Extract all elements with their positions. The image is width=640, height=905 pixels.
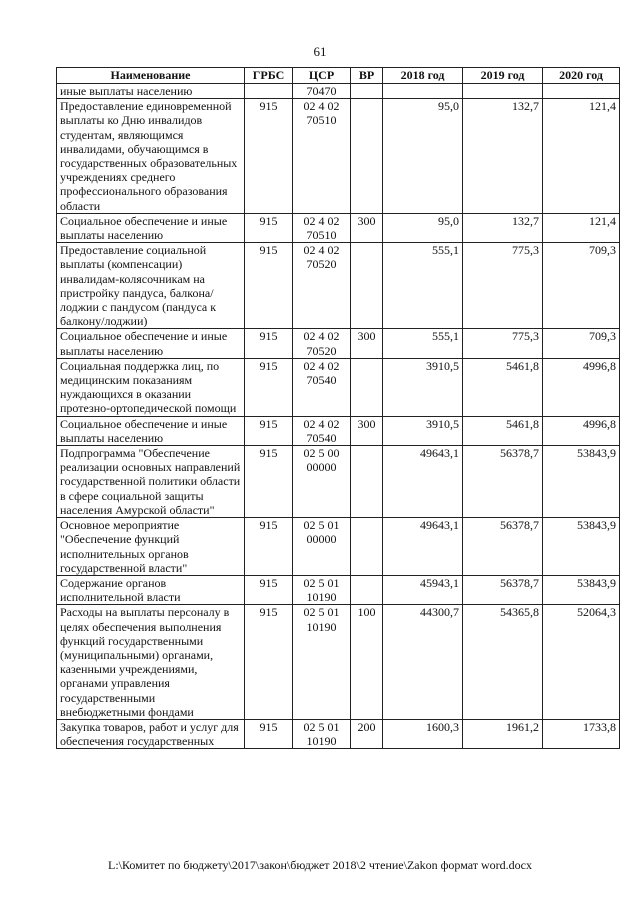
cell-2018: 555,1 bbox=[383, 329, 463, 358]
cell-2020: 121,4 bbox=[543, 99, 620, 214]
cell-name: Подпрограмма "Обеспечение реализации основных направлений государственной политики области в сфере социальной защиты населения Амурской области" bbox=[57, 446, 245, 518]
cell-2018: 95,0 bbox=[383, 99, 463, 214]
cell-name: Содержание органов исполнительной власти bbox=[57, 575, 245, 604]
cell-2018: 555,1 bbox=[383, 243, 463, 329]
cell-name: Предоставление социальной выплаты (компенсации) инвалидам-колясочникам на пристройку пандуса, балкона/лоджии с пандусом (пандуса к балкону/лоджии) bbox=[57, 243, 245, 329]
cell-vr: 100 bbox=[351, 605, 383, 720]
cell-grbs: 915 bbox=[245, 329, 293, 358]
cell-name: иные выплаты населению bbox=[57, 84, 245, 99]
table-row bbox=[57, 213, 620, 242]
cell-csr: 02 5 01 00000 bbox=[293, 518, 351, 576]
cell-name: Социальное обеспечение и иные выплаты населению bbox=[57, 213, 245, 242]
cell-2018 bbox=[383, 84, 463, 99]
table-row bbox=[57, 446, 620, 518]
table-row bbox=[57, 99, 620, 214]
header-2018: 2018 год bbox=[383, 68, 463, 84]
cell-vr: 300 bbox=[351, 213, 383, 242]
budget-table bbox=[56, 67, 620, 749]
header-grbs: ГРБС bbox=[245, 68, 293, 84]
cell-csr: 02 4 02 70540 bbox=[293, 416, 351, 445]
cell-2019: 132,7 bbox=[463, 99, 543, 214]
header-2020: 2020 год bbox=[543, 68, 620, 84]
header-vr: ВР bbox=[351, 68, 383, 84]
cell-csr: 70470 bbox=[293, 84, 351, 99]
cell-2020: 709,3 bbox=[543, 243, 620, 329]
cell-csr: 02 4 02 70540 bbox=[293, 358, 351, 416]
cell-2020: 709,3 bbox=[543, 329, 620, 358]
cell-grbs: 915 bbox=[245, 213, 293, 242]
cell-name: Социальное обеспечение и иные выплаты населению bbox=[57, 416, 245, 445]
cell-2020: 121,4 bbox=[543, 213, 620, 242]
cell-grbs: 915 bbox=[245, 358, 293, 416]
cell-grbs bbox=[245, 84, 293, 99]
cell-2019: 56378,7 bbox=[463, 518, 543, 576]
footer-file-path: L:\Комитет по бюджету\2017\закон\бюджет 2018\2 чтение\Zakon формат word.docx bbox=[108, 858, 532, 872]
cell-grbs: 915 bbox=[245, 99, 293, 214]
table-row bbox=[57, 243, 620, 329]
cell-grbs: 915 bbox=[245, 416, 293, 445]
cell-name: Расходы на выплаты персоналу в целях обеспечения выполнения функций государственными (муниципальными) органами, казенными учреждениями, органами управления государственными внебюджетными фондами bbox=[57, 605, 245, 720]
table-row bbox=[57, 84, 620, 99]
cell-csr: 02 4 02 70520 bbox=[293, 243, 351, 329]
cell-name: Основное мероприятие "Обеспечение функций исполнительных органов государственной власти" bbox=[57, 518, 245, 576]
cell-name: Социальное обеспечение и иные выплаты населению bbox=[57, 329, 245, 358]
cell-2019: 54365,8 bbox=[463, 605, 543, 720]
cell-csr: 02 4 02 70520 bbox=[293, 329, 351, 358]
cell-csr: 02 5 01 10190 bbox=[293, 719, 351, 748]
cell-2019: 775,3 bbox=[463, 329, 543, 358]
header-csr: ЦСР bbox=[293, 68, 351, 84]
cell-csr: 02 5 00 00000 bbox=[293, 446, 351, 518]
cell-2018: 1600,3 bbox=[383, 719, 463, 748]
cell-2018: 3910,5 bbox=[383, 358, 463, 416]
cell-vr bbox=[351, 575, 383, 604]
cell-csr: 02 4 02 70510 bbox=[293, 99, 351, 214]
cell-2019: 5461,8 bbox=[463, 416, 543, 445]
cell-2018: 45943,1 bbox=[383, 575, 463, 604]
cell-2020: 53843,9 bbox=[543, 575, 620, 604]
cell-grbs: 915 bbox=[245, 518, 293, 576]
cell-2019: 1961,2 bbox=[463, 719, 543, 748]
cell-grbs: 915 bbox=[245, 575, 293, 604]
cell-2018: 95,0 bbox=[383, 213, 463, 242]
cell-name: Социальная поддержка лиц, по медицинским показаниям нуждающихся в оказании протезно-ортопедической помощи bbox=[57, 358, 245, 416]
cell-vr bbox=[351, 84, 383, 99]
cell-grbs: 915 bbox=[245, 605, 293, 720]
cell-2018: 49643,1 bbox=[383, 518, 463, 576]
cell-2019: 56378,7 bbox=[463, 446, 543, 518]
cell-2020: 4996,8 bbox=[543, 416, 620, 445]
cell-name: Закупка товаров, работ и услуг для обеспечения государственных bbox=[57, 719, 245, 748]
page-number: 61 bbox=[313, 44, 327, 59]
cell-2019 bbox=[463, 84, 543, 99]
cell-2018: 44300,7 bbox=[383, 605, 463, 720]
cell-2019: 132,7 bbox=[463, 213, 543, 242]
table-row bbox=[57, 329, 620, 358]
cell-vr bbox=[351, 518, 383, 576]
cell-grbs: 915 bbox=[245, 243, 293, 329]
cell-vr: 300 bbox=[351, 416, 383, 445]
table-row bbox=[57, 518, 620, 576]
cell-vr bbox=[351, 99, 383, 214]
cell-vr: 300 bbox=[351, 329, 383, 358]
cell-csr: 02 4 02 70510 bbox=[293, 213, 351, 242]
cell-2019: 775,3 bbox=[463, 243, 543, 329]
table-row bbox=[57, 416, 620, 445]
cell-name: Предоставление единовременной выплаты ко Дню инвалидов студентам, являющимся инвалидами, обучающимся в государственных образовательных учреждениях среднего профессионального образования области bbox=[57, 99, 245, 214]
table-row bbox=[57, 358, 620, 416]
cell-csr: 02 5 01 10190 bbox=[293, 575, 351, 604]
header-name: Наименование bbox=[57, 68, 245, 84]
cell-2019: 5461,8 bbox=[463, 358, 543, 416]
table-row bbox=[57, 605, 620, 720]
cell-2018: 3910,5 bbox=[383, 416, 463, 445]
cell-vr: 200 bbox=[351, 719, 383, 748]
cell-2018: 49643,1 bbox=[383, 446, 463, 518]
cell-2020: 4996,8 bbox=[543, 358, 620, 416]
cell-2020 bbox=[543, 84, 620, 99]
cell-vr bbox=[351, 358, 383, 416]
cell-grbs: 915 bbox=[245, 446, 293, 518]
header-2019: 2019 год bbox=[463, 68, 543, 84]
cell-2020: 52064,3 bbox=[543, 605, 620, 720]
cell-2019: 56378,7 bbox=[463, 575, 543, 604]
cell-vr bbox=[351, 243, 383, 329]
table-header-row bbox=[57, 68, 620, 84]
cell-grbs: 915 bbox=[245, 719, 293, 748]
cell-vr bbox=[351, 446, 383, 518]
cell-2020: 53843,9 bbox=[543, 446, 620, 518]
table-row bbox=[57, 575, 620, 604]
cell-2020: 53843,9 bbox=[543, 518, 620, 576]
cell-csr: 02 5 01 10190 bbox=[293, 605, 351, 720]
table-row bbox=[57, 719, 620, 748]
cell-2020: 1733,8 bbox=[543, 719, 620, 748]
